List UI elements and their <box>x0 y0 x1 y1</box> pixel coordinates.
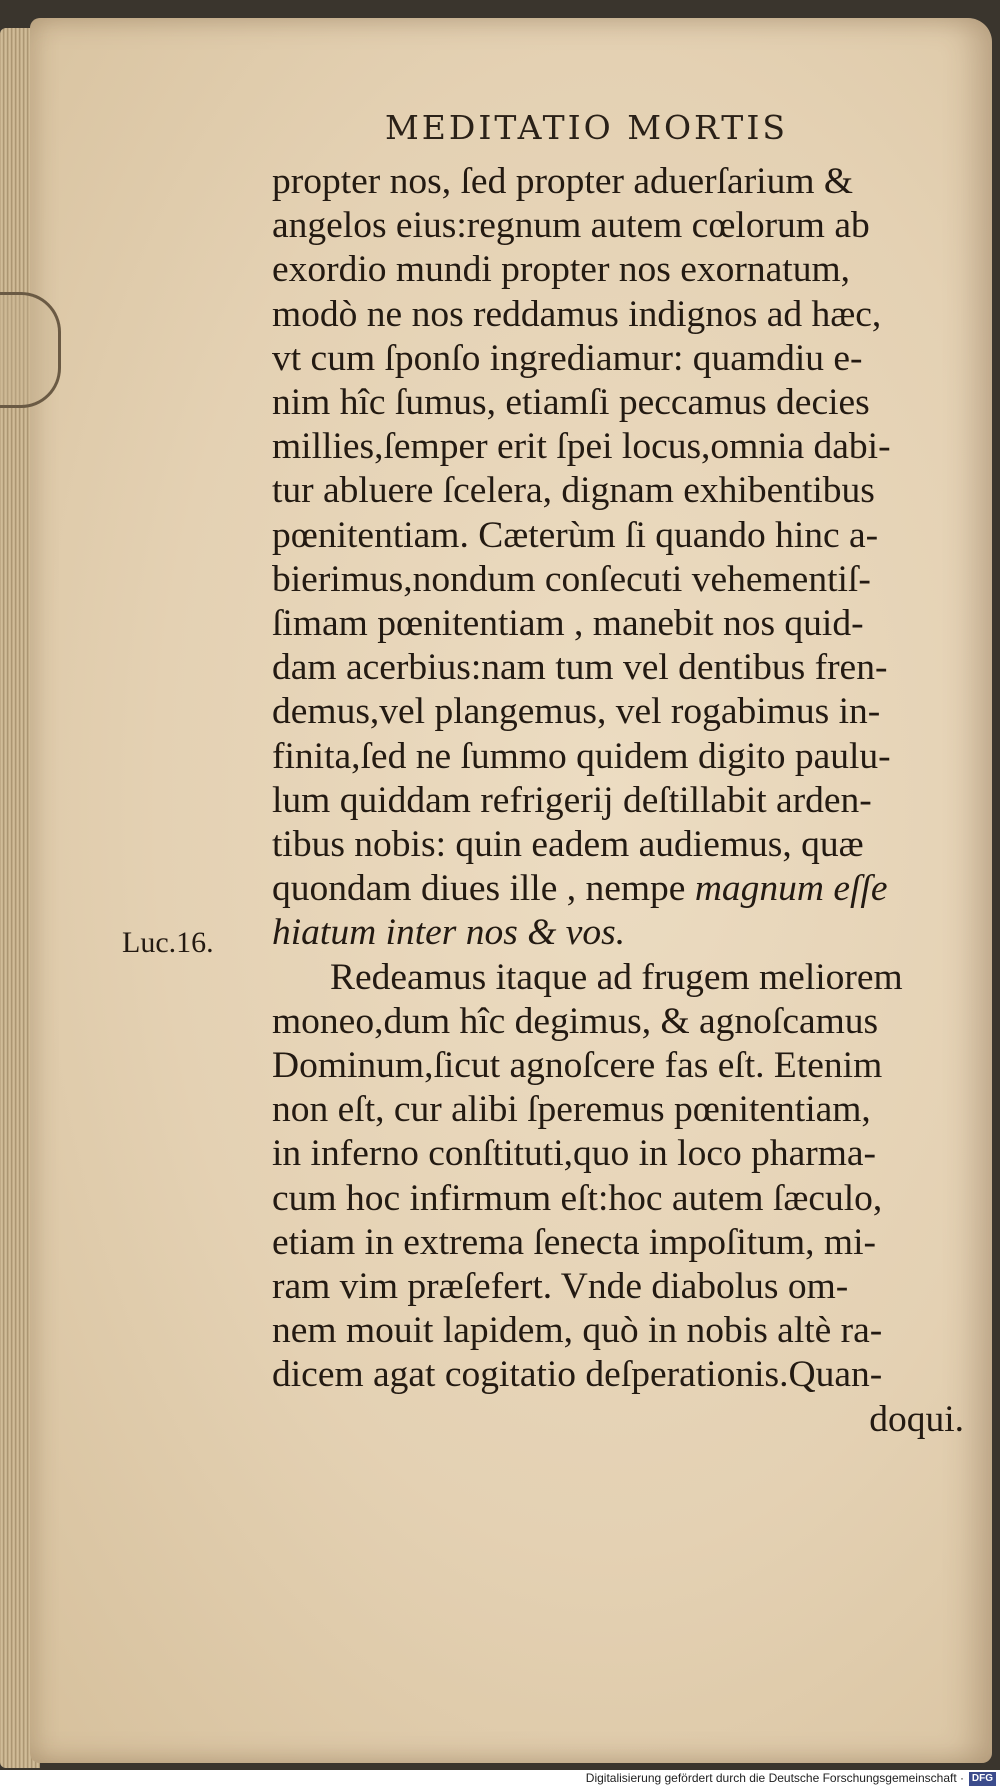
text-line: modò ne nos reddamus indignos ad hæc, <box>272 293 882 335</box>
italic-citation-line: hiatum inter nos & vos. <box>272 912 626 954</box>
text-line: vt cum ſponſo ingrediamur: quamdiu e- <box>272 337 863 379</box>
paragraph-start-line: Redeamus itaque ad frugem meliorem <box>330 956 903 998</box>
italic-citation: magnum eſſe <box>694 868 888 910</box>
text-line: nim hîc ſumus, etiamſi peccamus decies <box>272 382 870 424</box>
text-line: ram vim præſefert. Vnde diabolus om- <box>272 1266 849 1308</box>
text-line: non eſt, cur alibi ſperemus pœnitentiam, <box>272 1089 871 1131</box>
text-line: bierimus,nondum conſecuti vehementiſ- <box>272 558 871 600</box>
text-line: tur abluere ſcelera, dignam exhibentibus <box>272 470 875 512</box>
text-line: etiam in extrema ſenecta impoſitum, mi- <box>272 1221 876 1263</box>
text-line: nem mouit lapidem, quò in nobis altè ra- <box>272 1310 883 1352</box>
funding-credit: Digitalisierung gefördert durch die Deutsche Forschungsgemeinschaft · <box>585 1771 964 1785</box>
text-line: tibus nobis: quin eadem audiemus, quæ <box>272 824 864 866</box>
body-text <box>272 160 972 1442</box>
text-line: demus,vel plangemus, vel rogabimus in- <box>272 691 881 733</box>
text-line: pœnitentiam. Cæterùm ſi quando hinc a- <box>272 514 879 556</box>
text-line: dicem agat cogitatio deſperationis.Quan- <box>272 1354 883 1396</box>
book-clasp <box>0 292 61 408</box>
text-line: dam acerbius:nam tum vel dentibus fren- <box>272 647 888 689</box>
running-head: MEDITATIO MORTIS <box>385 108 788 147</box>
text-line: moneo,dum hîc degimus, & agnoſcamus <box>272 1000 879 1042</box>
text-line: exordio mundi propter nos exornatum, <box>272 249 851 291</box>
text-line: finita,ſed ne ſummo quidem digito paulu- <box>272 735 891 777</box>
text-line: lum quiddam refrigerij deſtillabit arden- <box>272 779 872 821</box>
margin-note: Luc.16. <box>122 926 214 959</box>
text-line: propter nos, ſed propter aduerſarium & <box>272 161 854 202</box>
dfg-logo-icon: DFG <box>969 1772 996 1786</box>
text-line: ſimam pœnitentiam , manebit nos quid- <box>272 603 864 645</box>
text-line: millies,ſemper erit ſpei locus,omnia dabi- <box>272 426 891 468</box>
text-segment: quondam diues ille , nempe <box>272 868 695 910</box>
text-line: in inferno conſtituti,quo in loco pharma- <box>272 1133 877 1175</box>
text-line: angelos eius:regnum autem cœlorum ab <box>272 205 870 247</box>
text-line: Dominum,ſicut agnoſcere fas eſt. Etenim <box>272 1045 883 1087</box>
text-line-quondam <box>272 867 972 911</box>
text-line: cum hoc infirmum eſt:hoc autem ſæculo, <box>272 1177 883 1219</box>
catchword: doqui. <box>869 1398 964 1440</box>
